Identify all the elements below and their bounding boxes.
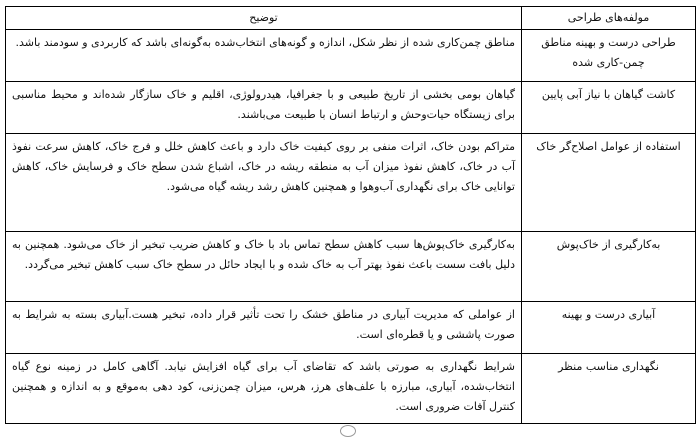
design-components-table bbox=[5, 6, 696, 424]
row-component: آبیاری درست و بهینه bbox=[522, 302, 696, 354]
row-description: از عواملی که مدیریت آبیاری در مناطق خشک را تحت تأثیر قرار داده، تبخیر هست.آبیاری بسته به شرایط به صورت پاششی و یا قطره‌ای است. bbox=[6, 302, 522, 354]
row-description: متراکم بودن خاک، اثرات منفی بر روی کیفیت خاک دارد و باعث کاهش خلل و فرج خاک، کاهش سرعت نفوذ آب در خاک، کاهش نفوذ میزان آب به منطقه ریشه در خاک، اشباع شدن سطح خاک و فرسایش خاک، کاهش توانایی خاک برای نگهداری آب‌وهوا و همچنین کاهش رشد ریشه گیاه می‌شود. bbox=[6, 134, 522, 232]
table-row bbox=[6, 30, 696, 82]
row-component: کاشت گیاهان با نیاز آبی پایین bbox=[522, 82, 696, 134]
table-row bbox=[6, 232, 696, 302]
table-row bbox=[6, 134, 696, 232]
row-component: نگهداری مناسب منظر bbox=[522, 354, 696, 424]
row-description: به‌کارگیری خاک‌پوش‌ها سبب کاهش سطح تماس باد با خاک و کاهش ضریب تبخیر از خاک می‌شود. همچنین به دلیل بافت سست باعث نفوذ بهتر آب به خاک شده و با ایجاد حائل در سطح خاک سبب کاهش تبخیر می‌گردد. bbox=[6, 232, 522, 302]
table-row bbox=[6, 82, 696, 134]
header-description: توضیح bbox=[6, 7, 522, 30]
row-description: شرایط نگهداری به صورتی باشد که تقاضای آب برای گیاه افزایش نیابد. آگاهی کامل در زمینه نوع گیاه انتخاب‌شده، آبیاری، مبارزه با علف‌های هرز، هرس، میزان چمن‌زنی، کود دهی به‌موقع و به اندازه و همچنین کنترل آفات ضروری است. bbox=[6, 354, 522, 424]
page-edge-mark bbox=[340, 425, 356, 437]
row-component: طراحی درست و بهینه مناطق چمن-کاری شده bbox=[522, 30, 696, 82]
row-component: استفاده از عوامل اصلاح‌گر خاک bbox=[522, 134, 696, 232]
table-header-row bbox=[6, 7, 696, 30]
row-description: مناطق چمن‌کاری شده از نظر شکل، اندازه و گونه‌های انتخاب‌شده به‌گونه‌ای باشد که کاربردی و سودمند باشد. bbox=[6, 30, 522, 82]
header-component: مولفه‌های طراحی bbox=[522, 7, 696, 30]
row-description: گیاهان بومی بخشی از تاریخ طبیعی و با جغرافیا، هیدرولوژی، اقلیم و خاک سازگار شده‌اند و محیط مناسبی برای زیستگاه حیات‌وحش و ارتباط انسان با طبیعت می‌باشند. bbox=[6, 82, 522, 134]
table-row bbox=[6, 354, 696, 424]
row-component: به‌کارگیری از خاک‌پوش bbox=[522, 232, 696, 302]
table-row bbox=[6, 302, 696, 354]
